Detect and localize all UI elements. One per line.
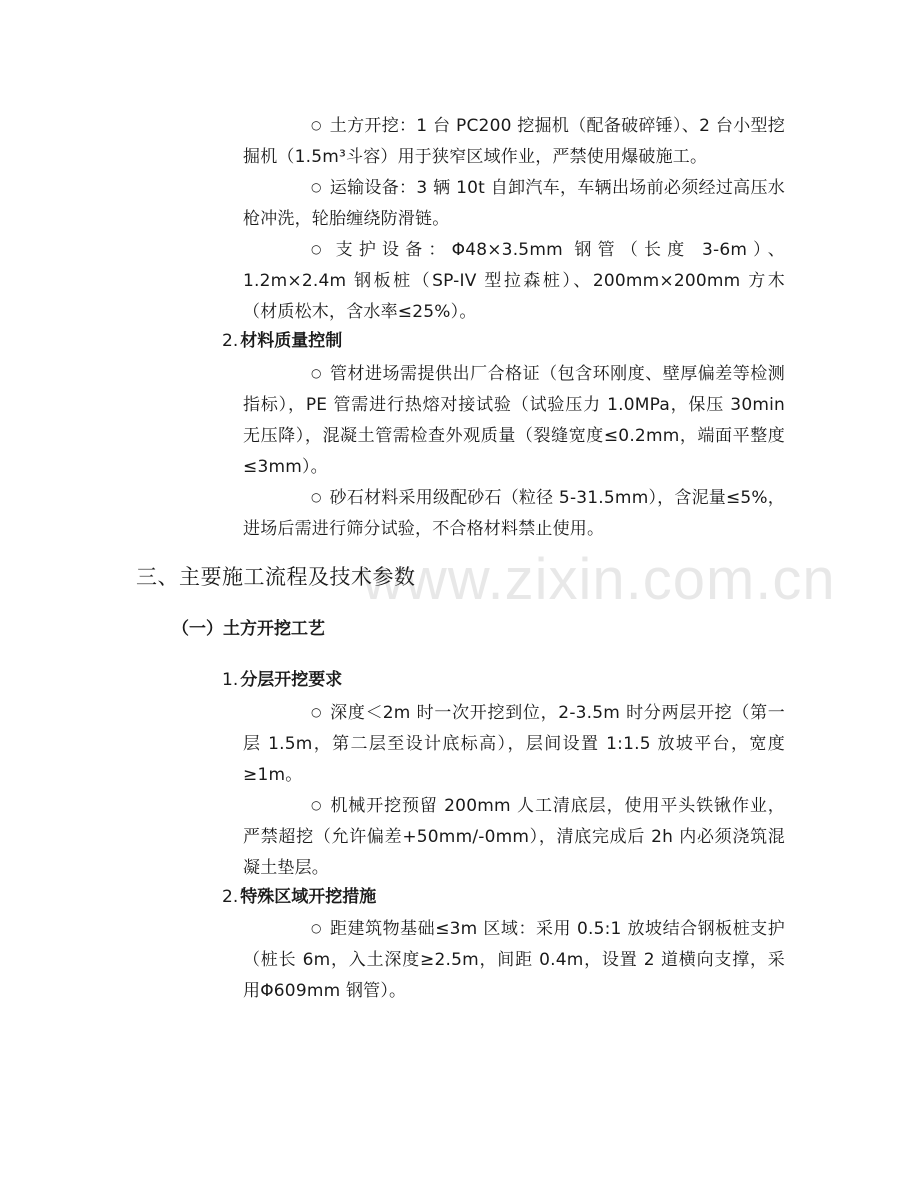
equipment-earthwork-text: 土方开挖：1 台 PC200 挖掘机（配备破碎锤）、2 台小型挖掘机（1.5m³斗容）用于狭窄区域作业，严禁使用爆破施工。 — [243, 116, 785, 167]
watermark: www.zixin.com.cn — [362, 547, 836, 612]
special-foundation-text: 距建筑物基础≤3m 区域：采用 0.5:1 放坡结合钢板桩支护（桩长 6m，入土深度≥2.5m，间距 0.4m，设置 2 道横向支撑，采用Φ609mm 钢管）。 — [243, 919, 785, 1001]
special-foundation-item — [243, 913, 785, 1007]
circle-bullet-icon: ○ — [311, 118, 322, 132]
equipment-transport-item — [243, 172, 785, 235]
circle-bullet-icon: ○ — [311, 798, 322, 812]
circle-bullet-icon: ○ — [311, 242, 322, 256]
equipment-earthwork-item — [243, 110, 785, 173]
equipment-transport-text: 运输设备：3 辆 10t 自卸汽车，车辆出场前必须经过高压水枪冲洗，轮胎缠绕防滑链。 — [243, 178, 785, 229]
material-pipe-item — [243, 358, 785, 483]
layered-machine-text: 机械开挖预留 200mm 人工清底层，使用平头铁锹作业，严禁超挖（允许偏差+50mm/-0mm），清底完成后 2h 内必须浇筑混凝土垫层。 — [243, 796, 785, 878]
circle-bullet-icon: ○ — [311, 366, 322, 380]
layered-depth-item — [243, 697, 785, 791]
layered-depth-text: 深度＜2m 时一次开挖到位，2-3.5m 时分两层开挖（第一层 1.5m，第二层至设计底标高），层间设置 1:1.5 放坡平台，宽度≥1m。 — [243, 703, 785, 785]
material-gravel-item — [243, 482, 785, 545]
heading-number: 1. — [222, 670, 239, 690]
heading-title: 材料质量控制 — [240, 331, 343, 351]
heading-number: 2. — [222, 331, 239, 351]
circle-bullet-icon: ○ — [311, 705, 322, 719]
equipment-support-item — [243, 234, 785, 328]
subsection-one-title: （一）土方开挖工艺 — [172, 619, 325, 639]
heading-title: 分层开挖要求 — [240, 670, 343, 690]
circle-bullet-icon: ○ — [311, 180, 322, 194]
special-area-heading — [222, 882, 376, 913]
circle-bullet-icon: ○ — [311, 490, 322, 504]
heading-title: 特殊区域开挖措施 — [240, 887, 377, 907]
material-quality-heading — [222, 326, 342, 357]
circle-bullet-icon: ○ — [311, 921, 322, 935]
material-pipe-text: 管材进场需提供出厂合格证（包含环刚度、壁厚偏差等检测指标），PE 管需进行热熔对接试验（试验压力 1.0MPa，保压 30min 无压降），混凝土管需检查外观质量（裂缝宽度≤0.2mm，端面平整度≤3mm）。 — [243, 364, 785, 477]
layered-machine-item — [243, 790, 785, 884]
layered-excavation-heading — [222, 665, 342, 696]
equipment-support-text: 支护设备：Φ48×3.5mm 钢管（长度 3-6m）、1.2m×2.4m 钢板桩（SP-IV 型拉森桩）、200mm×200mm 方木（材质松木，含水率≤25%）。 — [243, 240, 785, 322]
heading-number: 2. — [222, 887, 239, 907]
material-gravel-text: 砂石材料采用级配砂石（粒径 5-31.5mm），含泥量≤5%，进场后需进行筛分试验，不合格材料禁止使用。 — [243, 488, 785, 539]
section-three-title: 三、主要施工流程及技术参数 — [136, 565, 416, 589]
